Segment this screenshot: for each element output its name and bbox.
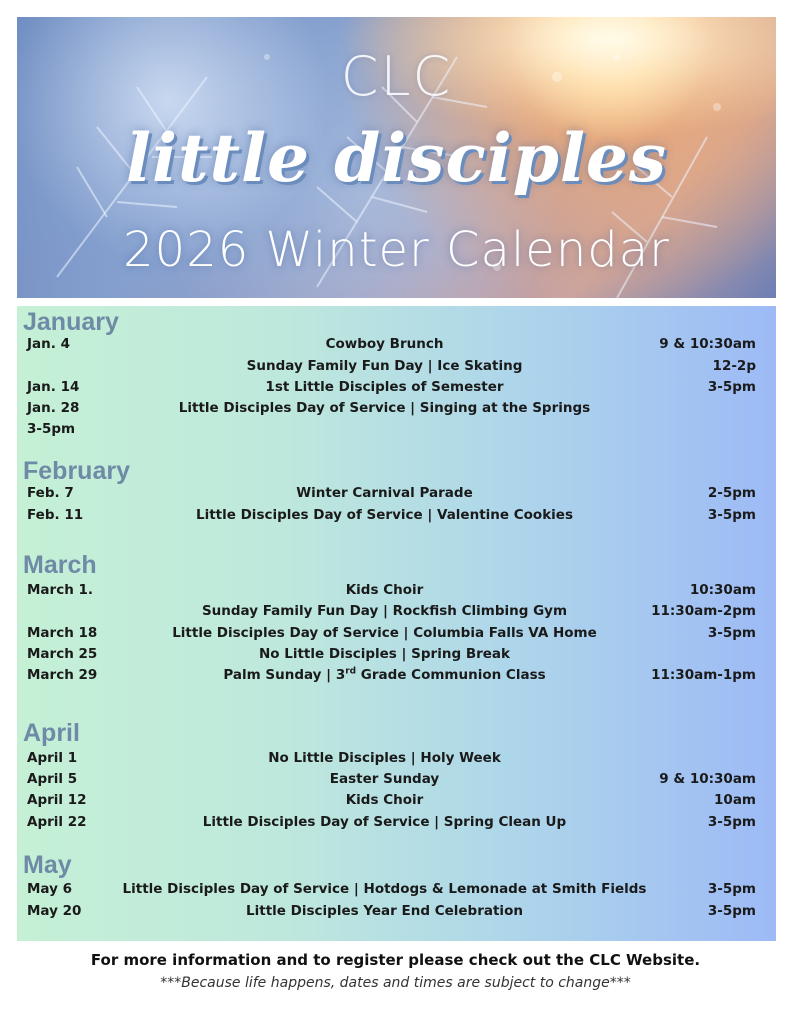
event-row xyxy=(17,483,776,504)
header-little-disciples: little disciples xyxy=(125,119,668,197)
event-row xyxy=(17,644,776,665)
event-title: Winter Carnival Parade xyxy=(296,485,473,501)
event-time: 3-5pm xyxy=(707,507,756,523)
footer-info: For more information and to register please check out the CLC Website. xyxy=(90,951,701,969)
event-title: Sunday Family Fun Day | Ice Skating xyxy=(246,358,523,374)
event-title: No Little Disciples | Holy Week xyxy=(268,750,501,766)
event-time: 3-5pm xyxy=(707,814,756,830)
event-row xyxy=(17,334,776,355)
event-row xyxy=(17,665,776,686)
event-title: No Little Disciples | Spring Break xyxy=(258,646,511,662)
event-time: 9 & 10:30am xyxy=(659,771,756,787)
month-heading-january: January xyxy=(23,308,119,336)
event-row xyxy=(17,748,776,769)
event-row xyxy=(17,356,776,377)
event-time: 3-5pm xyxy=(707,625,756,641)
footer-disclaimer: ***Because life happens, dates and times are subject to change*** xyxy=(160,975,631,991)
event-date: March 25 xyxy=(27,646,98,662)
event-row xyxy=(17,398,776,419)
event-title: Cowboy Brunch xyxy=(325,336,444,352)
event-time: 12-2p xyxy=(712,358,756,374)
event-title: Kids Choir xyxy=(345,582,424,598)
event-time: 3-5pm xyxy=(707,881,756,897)
event-date: April 1 xyxy=(27,750,78,766)
event-title-part: Grade Communion Class xyxy=(356,667,546,683)
event-date: Feb. 11 xyxy=(27,507,84,523)
event-date: Jan. 28 xyxy=(27,400,80,416)
calendar-panel xyxy=(17,306,776,941)
event-title: Little Disciples Day of Service | Singing at the Springs xyxy=(178,400,591,416)
event-row xyxy=(17,580,776,601)
event-title: Little Disciples Year End Celebration xyxy=(246,903,523,919)
event-title: Kids Choir xyxy=(345,792,424,808)
event-date: May 6 xyxy=(27,881,73,897)
event-title: 1st Little Disciples of Semester xyxy=(265,379,504,395)
header-calendar-title: 2026 Winter Calendar xyxy=(123,222,670,278)
event-row xyxy=(17,769,776,790)
event-title: Little Disciples Day of Service | Hotdogs & Lemonade at Smith Fields xyxy=(122,881,647,897)
event-date: March 18 xyxy=(27,625,98,641)
event-row xyxy=(17,790,776,811)
event-row xyxy=(17,901,776,922)
event-date: Jan. 14 xyxy=(27,379,80,395)
month-heading-may: May xyxy=(23,851,72,879)
event-time-wrapped: 3-5pm xyxy=(27,421,76,437)
event-title: Little Disciples Day of Service | Valentine Cookies xyxy=(195,507,574,523)
event-row xyxy=(17,812,776,833)
event-time: 11:30am-1pm xyxy=(651,667,756,683)
event-row xyxy=(17,601,776,622)
event-time: 3-5pm xyxy=(707,379,756,395)
month-heading-march: March xyxy=(23,551,97,579)
event-row xyxy=(17,879,776,900)
event-date: March 1. xyxy=(27,582,94,598)
event-title-part: Palm Sunday | 3 xyxy=(223,667,346,683)
event-date: April 22 xyxy=(27,814,87,830)
event-title: Sunday Family Fun Day | Rockfish Climbing Gym xyxy=(201,603,568,619)
event-time: 9 & 10:30am xyxy=(659,336,756,352)
event-time: 10:30am xyxy=(689,582,756,598)
event-title: Little Disciples Day of Service | Columbia Falls VA Home xyxy=(172,625,597,641)
month-heading-april: April xyxy=(23,719,80,747)
header-banner xyxy=(17,17,776,298)
event-date: March 29 xyxy=(27,667,98,683)
header-clc: CLC xyxy=(340,45,453,108)
event-title: Easter Sunday xyxy=(329,771,440,787)
event-row xyxy=(17,377,776,398)
event-time: 3-5pm xyxy=(707,903,756,919)
event-time: 10am xyxy=(714,792,756,808)
event-row xyxy=(17,505,776,526)
event-date: Jan. 4 xyxy=(27,336,70,352)
event-date: April 5 xyxy=(27,771,78,787)
month-heading-february: February xyxy=(23,457,130,485)
event-row xyxy=(17,623,776,644)
event-date: Feb. 7 xyxy=(27,485,74,501)
event-title: Little Disciples Day of Service | Spring Clean Up xyxy=(202,814,567,830)
event-date: April 12 xyxy=(27,792,87,808)
ordinal-suffix: rd xyxy=(345,666,357,677)
event-time: 11:30am-2pm xyxy=(651,603,756,619)
event-date: May 20 xyxy=(27,903,82,919)
event-time: 2-5pm xyxy=(707,485,756,501)
